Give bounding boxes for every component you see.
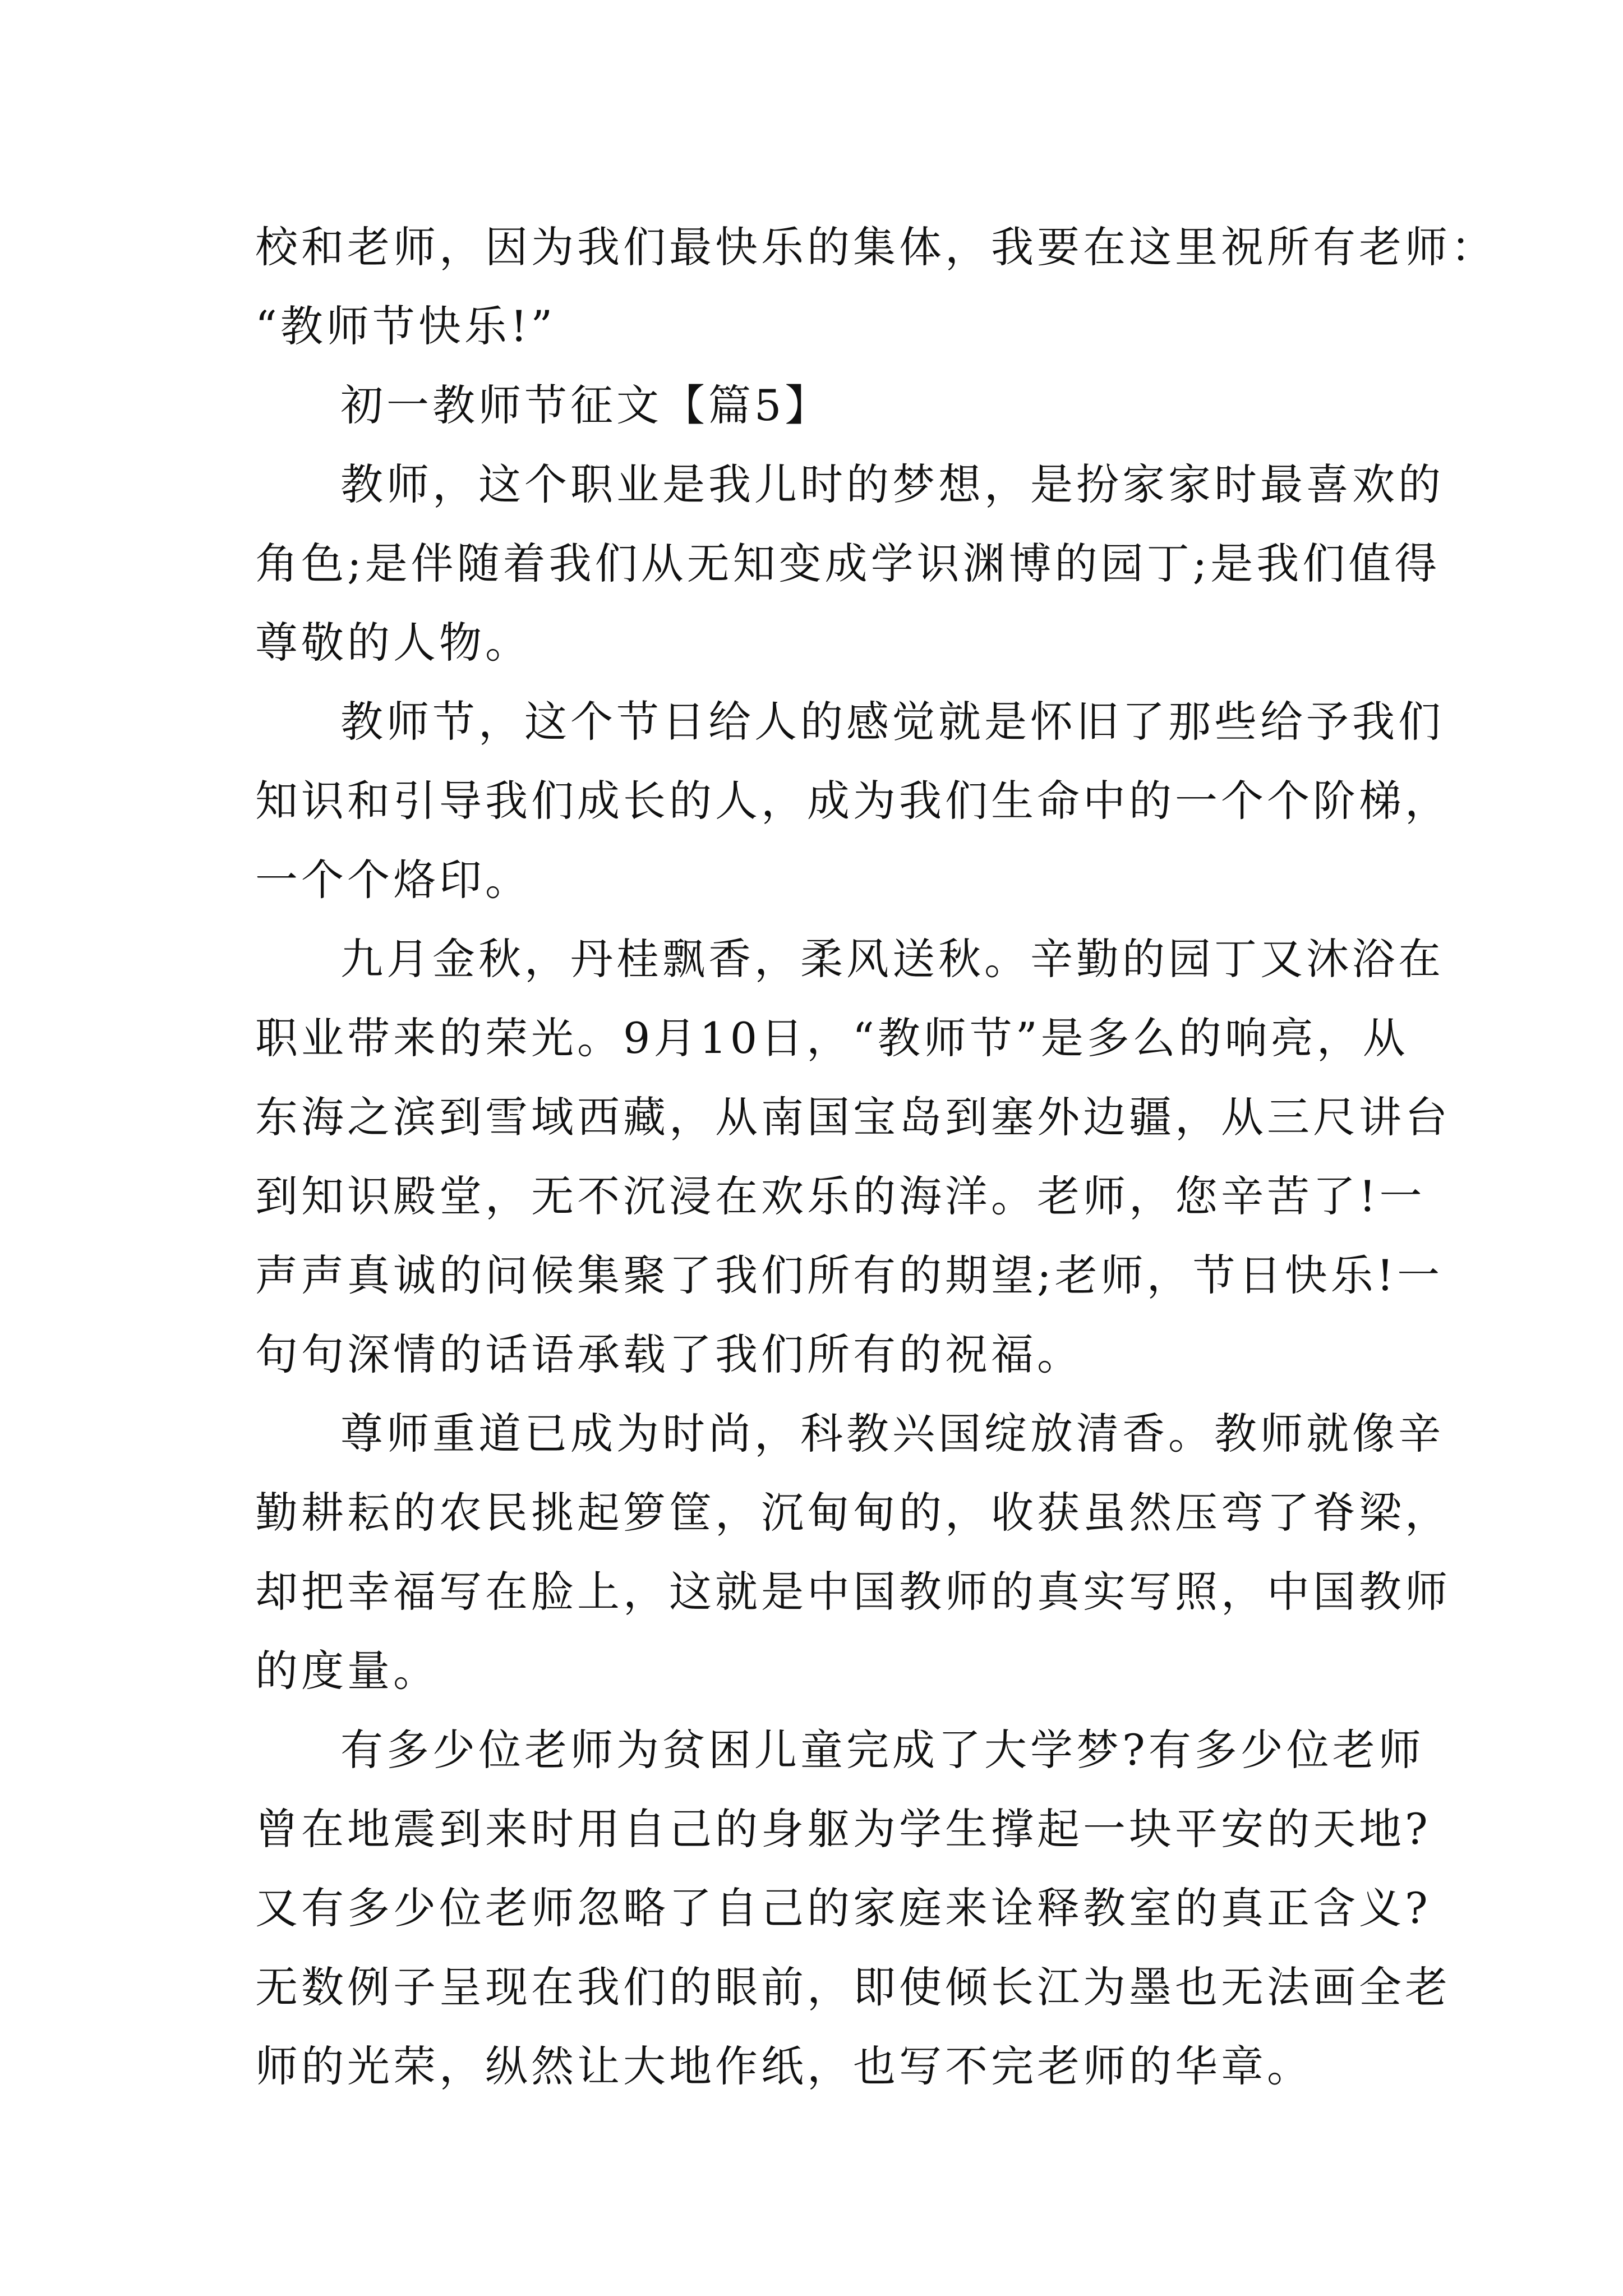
paragraph-start: 尊师重道已成为时尚，科教兴国绽放清香。教师就像辛 <box>340 1409 1444 1458</box>
text-line: 职业带来的荣光。9月10日，“教师节”是多么的响亮，从 <box>255 1013 1409 1063</box>
text-line: 却把幸福写在脸上，这就是中国教师的真实写照，中国教师 <box>255 1567 1451 1617</box>
text-line: 勤耕耘的农民挑起箩筐，沉甸甸的，收获虽然压弯了脊梁， <box>255 1488 1451 1538</box>
text-line: 一个个烙印。 <box>255 855 531 905</box>
paragraph-start: 教师，这个职业是我儿时的梦想，是扮家家时最喜欢的 <box>340 459 1444 509</box>
text-line: 的度量。 <box>255 1646 439 1696</box>
paragraph-start: 教师节，这个节日给人的感觉就是怀旧了那些给予我们 <box>340 697 1444 747</box>
text-line: 句句深情的话语承载了我们所有的祝福。 <box>255 1329 1083 1379</box>
text-line: 角色;是伴随着我们从无知变成学识渊博的园丁;是我们值得 <box>255 539 1441 588</box>
text-line: 师的光荣，纵然让大地作纸，也写不完老师的华章。 <box>255 2041 1313 2091</box>
paragraph-start: 有多少位老师为贫困儿童完成了大学梦?有多少位老师 <box>340 1725 1424 1775</box>
text-line: 又有多少位老师忽略了自己的家庭来诠释教室的真正含义? <box>255 1883 1431 1933</box>
text-line: 东海之滨到雪域西藏，从南国宝岛到塞外边疆，从三尺讲台 <box>255 1092 1451 1142</box>
paragraph-start: 九月金秋，丹桂飘香，柔风送秋。辛勤的园丁又沐浴在 <box>340 934 1444 984</box>
article-body <box>255 208 1497 2106</box>
section-heading: 初一教师节征文【篇5】 <box>340 380 831 430</box>
text-line: 声声真诚的问候集聚了我们所有的期望;老师，节日快乐!一 <box>255 1250 1444 1300</box>
text-line: 曾在地震到来时用自己的身躯为学生撑起一块平安的天地? <box>255 1804 1431 1854</box>
text-line: 无数例子呈现在我们的眼前，即使倾长江为墨也无法画全老 <box>255 1962 1451 2012</box>
text-line: 尊敬的人物。 <box>255 618 531 668</box>
text-line: 校和老师，因为我们最快乐的集体，我要在这里祝所有老师： <box>255 222 1497 272</box>
text-line: “教师节快乐!” <box>255 301 556 351</box>
text-line: 到知识殿堂，无不沉浸在欢乐的海洋。老师，您辛苦了!一 <box>255 1171 1426 1221</box>
text-line: 知识和引导我们成长的人，成为我们生命中的一个个阶梯， <box>255 776 1451 826</box>
